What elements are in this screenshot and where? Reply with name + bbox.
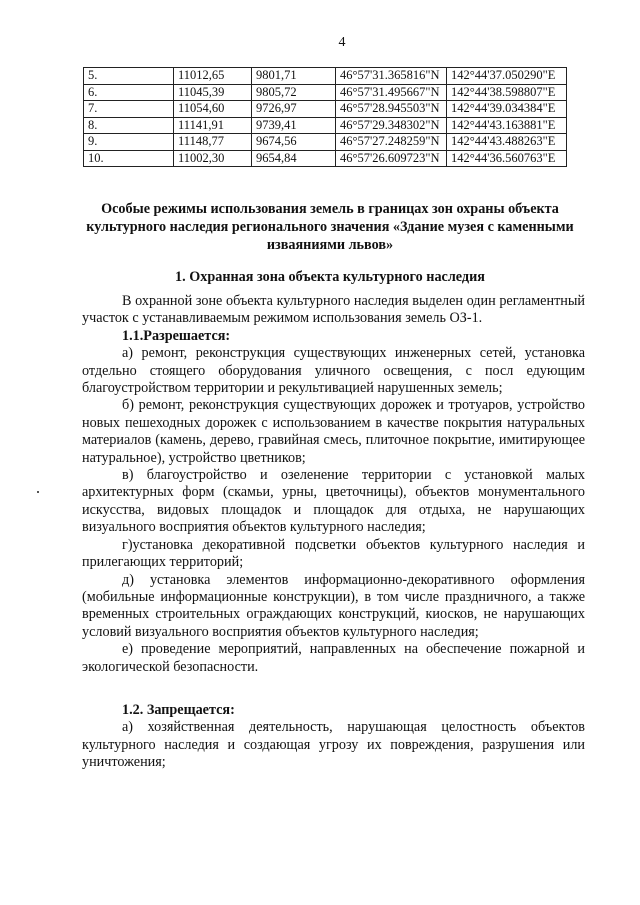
- table-row: [84, 68, 567, 85]
- table-cell-x-coordinate: 11002,30: [174, 150, 252, 167]
- page-number: 4: [338, 35, 346, 50]
- table-cell-y-coordinate: 9805,72: [252, 84, 336, 101]
- table-cell-y-coordinate: 9801,71: [252, 68, 336, 85]
- table-cell-x-coordinate: 11148,77: [174, 134, 252, 151]
- allowed-item-a: а) ремонт, реконструкция существующих инженерных сетей, установка отдельно стоящего оборудования уличного освещения, с посл едующим благоустройством территории и рекультивацией нарушенных земель;: [82, 345, 585, 397]
- table-cell-longitude: 142°44'43.163881"E: [447, 117, 567, 134]
- main-heading: Особые режимы использования земель в границах зон охраны объекта культурного наследия регионального значения «Здание музея с каменными изваяниями львов»: [86, 201, 574, 253]
- table-cell-point-number: 6.: [84, 84, 174, 101]
- table-cell-point-number: 5.: [84, 68, 174, 85]
- allowed-item-g: г)установка декоративной подсветки объектов культурного наследия и прилегающих территорий;: [82, 536, 585, 571]
- table-cell-longitude: 142°44'43.488263"E: [447, 134, 567, 151]
- document-body: [82, 293, 585, 772]
- table-cell-y-coordinate: 9739,41: [252, 117, 336, 134]
- table-row: [84, 150, 567, 167]
- table-cell-latitude: 46°57'31.365816"N: [336, 68, 447, 85]
- table-cell-latitude: 46°57'28.945503"N: [336, 101, 447, 118]
- allowed-item-d: д) установка элементов информационно-декоративного оформления (мобильные информационные конструкции), в том числе праздничного, а также временных строительных ограждающих конструкций, киосков, не нарушающих условий визуального восприятия объектов культурного наследия;: [82, 571, 585, 640]
- table-cell-point-number: 9.: [84, 134, 174, 151]
- table-cell-y-coordinate: 9654,84: [252, 150, 336, 167]
- table-cell-longitude: 142°44'37.050290"E: [447, 68, 567, 85]
- table-cell-point-number: 10.: [84, 150, 174, 167]
- allowed-title: 1.1.Разрешается:: [122, 327, 231, 344]
- table-row: [84, 101, 567, 118]
- table-cell-latitude: 46°57'27.248259"N: [336, 134, 447, 151]
- intro-paragraph: В охранной зоне объекта культурного наследия выделен один регламентный участок с устанавливаемым режимом использования земель ОЗ-1.: [82, 293, 585, 327]
- table-cell-x-coordinate: 11141,91: [174, 117, 252, 134]
- coordinates-table: [83, 67, 567, 167]
- table-cell-longitude: 142°44'39.034384"E: [447, 101, 567, 118]
- forbidden-item-a: а) хозяйственная деятельность, нарушающая целостность объектов культурного наследия и создающая угрозу их повреждения, разрушения или уничтожения;: [82, 719, 585, 771]
- table-cell-y-coordinate: 9674,56: [252, 134, 336, 151]
- table-cell-longitude: 142°44'38.598807"E: [447, 84, 567, 101]
- forbidden-title: 1.2. Запрещается:: [122, 701, 235, 718]
- scan-dot: [37, 491, 39, 493]
- table-cell-latitude: 46°57'29.348302"N: [336, 117, 447, 134]
- table-cell-latitude: 46°57'26.609723"N: [336, 150, 447, 167]
- allowed-item-b: б) ремонт, реконструкция существующих дорожек и тротуаров, устройство новых пешеходных дорожек с использованием в качестве покрытия натуральных материалов (камень, дерево, гравийная смесь, плиточное покрытие, имитирующее натуральное), устройство цветников;: [82, 397, 585, 466]
- section-heading: 1. Охранная зона объекта культурного наследия: [175, 269, 485, 285]
- table-row: [84, 134, 567, 151]
- table-row: [84, 84, 567, 101]
- table-cell-longitude: 142°44'36.560763"E: [447, 150, 567, 167]
- allowed-item-e: е) проведение мероприятий, направленных на обеспечение пожарной и экологической безопасности.: [82, 641, 585, 675]
- table-cell-point-number: 8.: [84, 117, 174, 134]
- table-cell-latitude: 46°57'31.495667"N: [336, 84, 447, 101]
- table-row: [84, 117, 567, 134]
- table-cell-point-number: 7.: [84, 101, 174, 118]
- table-cell-x-coordinate: 11054,60: [174, 101, 252, 118]
- table-cell-x-coordinate: 11012,65: [174, 68, 252, 85]
- table-cell-y-coordinate: 9726,97: [252, 101, 336, 118]
- allowed-item-v: в) благоустройство и озеленение территории с установкой малых архитектурных форм (скамьи, урны, цветочницы), объектов монументального искусства, видовых площадок и площадок для отдыха, не нарушающих визуального восприятия объектов культурного наследия;: [82, 467, 585, 536]
- table-cell-x-coordinate: 11045,39: [174, 84, 252, 101]
